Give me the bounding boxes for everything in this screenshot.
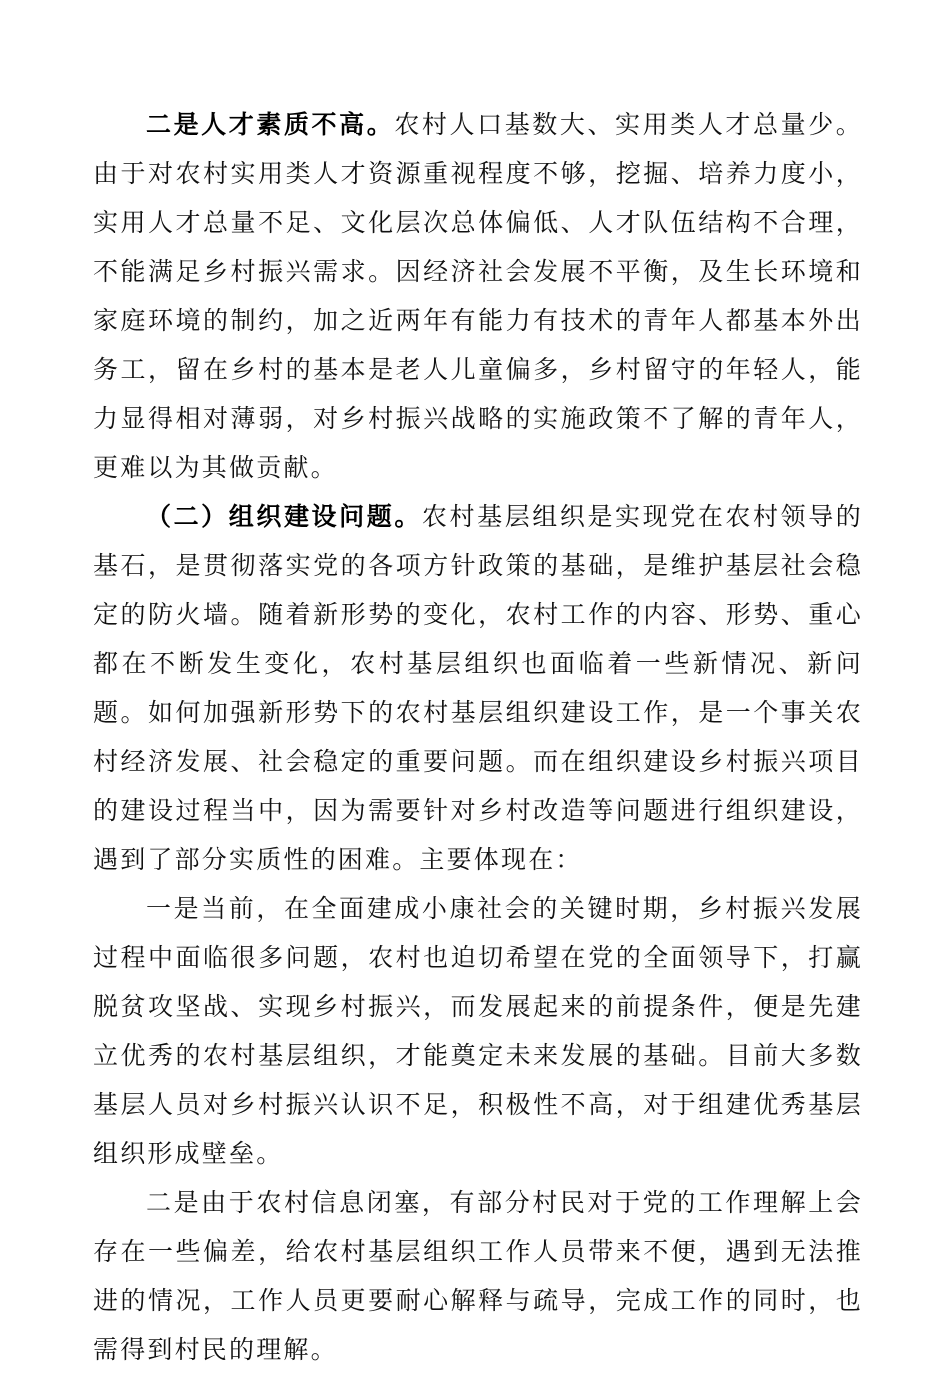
paragraph-text: 一是当前，在全面建成小康社会的关键时期，乡村振兴发展过程中面临很多问题，农村也迫切希望在党的全面领导下，打赢脱贫攻坚战、实现乡村振兴，而发展起来的前提条件，便是先建立优秀的农村基层组织，才能奠定未来发展的基础。目前大多数基层人员对乡村振兴认识不足，积极性不高，对于组建优秀基层组织形成壁垒。 bbox=[93, 894, 863, 1168]
paragraph-lead-heading: 二是人才素质不高。 bbox=[146, 110, 395, 139]
document-body bbox=[93, 100, 863, 1374]
paragraph-text: 农村基层组织是实现党在农村领导的基石，是贯彻落实党的各项方针政策的基础，是维护基层社会稳定的防火墙。随着新形势的变化，农村工作的内容、形势、重心都在不断发生变化，农村基层组织也面临着一些新情况、新问题。如何加强新形势下的农村基层组织建设工作，是一个事关农村经济发展、社会稳定的重要问题。而在组织建设乡村振兴项目的建设过程当中，因为需要针对乡村改造等问题进行组织建设，遇到了部分实质性的困难。主要体现在： bbox=[93, 502, 863, 874]
paragraph-point-two bbox=[93, 1178, 863, 1374]
paragraph-text: 二是由于农村信息闭塞，有部分村民对于党的工作理解上会存在一些偏差，给农村基层组织工作人员带来不便，遇到无法推进的情况，工作人员更要耐心解释与疏导，完成工作的同时，也需得到村民的理解。 bbox=[93, 1188, 863, 1364]
paragraph-point-one bbox=[93, 884, 863, 1178]
paragraph-lead-heading: （二）组织建设问题。 bbox=[146, 502, 422, 531]
paragraph-organization-issues bbox=[93, 492, 863, 884]
paragraph-text: 农村人口基数大、实用类人才总量少。由于对农村实用类人才资源重视程度不够，挖掘、培养力度小，实用人才总量不足、文化层次总体偏低、人才队伍结构不合理，不能满足乡村振兴需求。因经济社会发展不平衡，及生长环境和家庭环境的制约，加之近两年有能力有技术的青年人都基本外出务工，留在乡村的基本是老人儿童偏多，乡村留守的年轻人，能力显得相对薄弱，对乡村振兴战略的实施政策不了解的青年人，更难以为其做贡献。 bbox=[93, 110, 863, 482]
paragraph-talent-quality bbox=[93, 100, 863, 492]
